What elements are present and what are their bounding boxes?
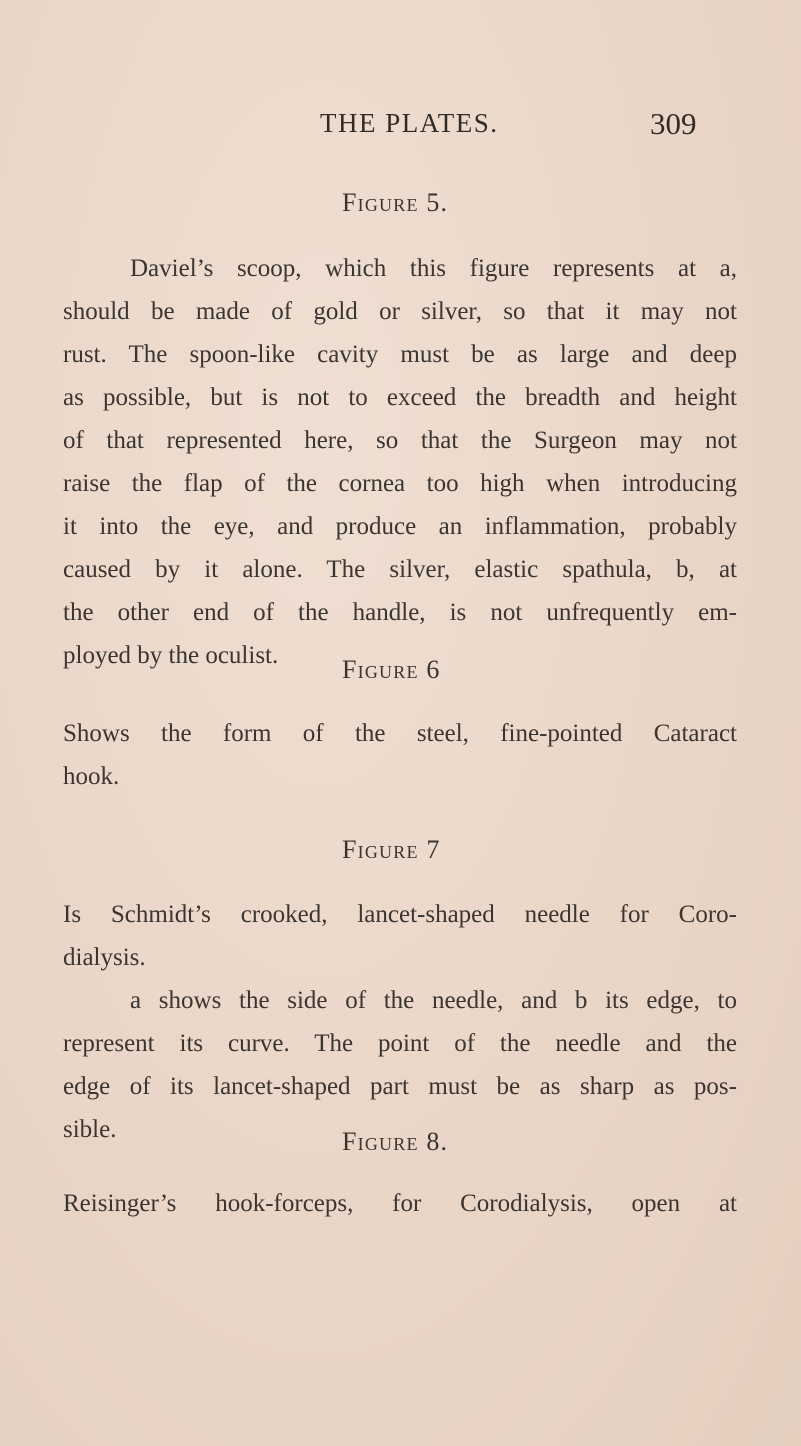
text-line: Reisinger’s hook-forceps, for Corodialysis, open at (63, 1190, 737, 1217)
figure-8-paragraph (63, 1182, 737, 1225)
text-line: Is Schmidt’s crooked, lancet-shaped needle for Coro- (63, 901, 737, 928)
text-line: a shows the side of the needle, and b its edge, to (130, 987, 737, 1014)
text-line: represent its curve. The point of the needle and the (63, 1030, 737, 1057)
text-line: sible. (63, 1116, 117, 1143)
page-number: 309 (650, 106, 697, 141)
text-line: hook. (63, 763, 120, 790)
text-line: ployed by the oculist. (63, 642, 279, 669)
text-line: should be made of gold or silver, so that it may not (63, 298, 737, 325)
text-line: it into the eye, and produce an inflammation, probably (63, 513, 737, 540)
text-line: Daviel’s scoop, which this figure represents at a, (130, 255, 737, 282)
running-head: THE PLATES. (320, 108, 499, 138)
text-line: rust. The spoon-like cavity must be as large and deep (63, 341, 737, 368)
figure-6-heading: Figure 6 (342, 655, 441, 684)
figure-5-paragraph (63, 247, 737, 677)
text-line: raise the flap of the cornea too high when introducing (63, 470, 737, 497)
text-line: dialysis. (63, 944, 146, 971)
figure-7-heading: Figure 7 (342, 835, 441, 864)
figure-6-paragraph (63, 712, 737, 798)
figure-7-paragraph (63, 893, 737, 1151)
text-line: as possible, but is not to exceed the breadth and height (63, 384, 737, 411)
text-line: caused by it alone. The silver, elastic spathula, b, at (63, 556, 737, 583)
text-line: Shows the form of the steel, fine-pointed Cataract (63, 720, 737, 747)
text-line: of that represented here, so that the Surgeon may not (63, 427, 737, 454)
text-line: edge of its lancet-shaped part must be as sharp as pos- (63, 1073, 737, 1100)
figure-5-heading: Figure 5. (342, 188, 449, 217)
text-line: the other end of the handle, is not unfrequently em- (63, 599, 737, 626)
figure-8-heading: Figure 8. (342, 1127, 449, 1156)
